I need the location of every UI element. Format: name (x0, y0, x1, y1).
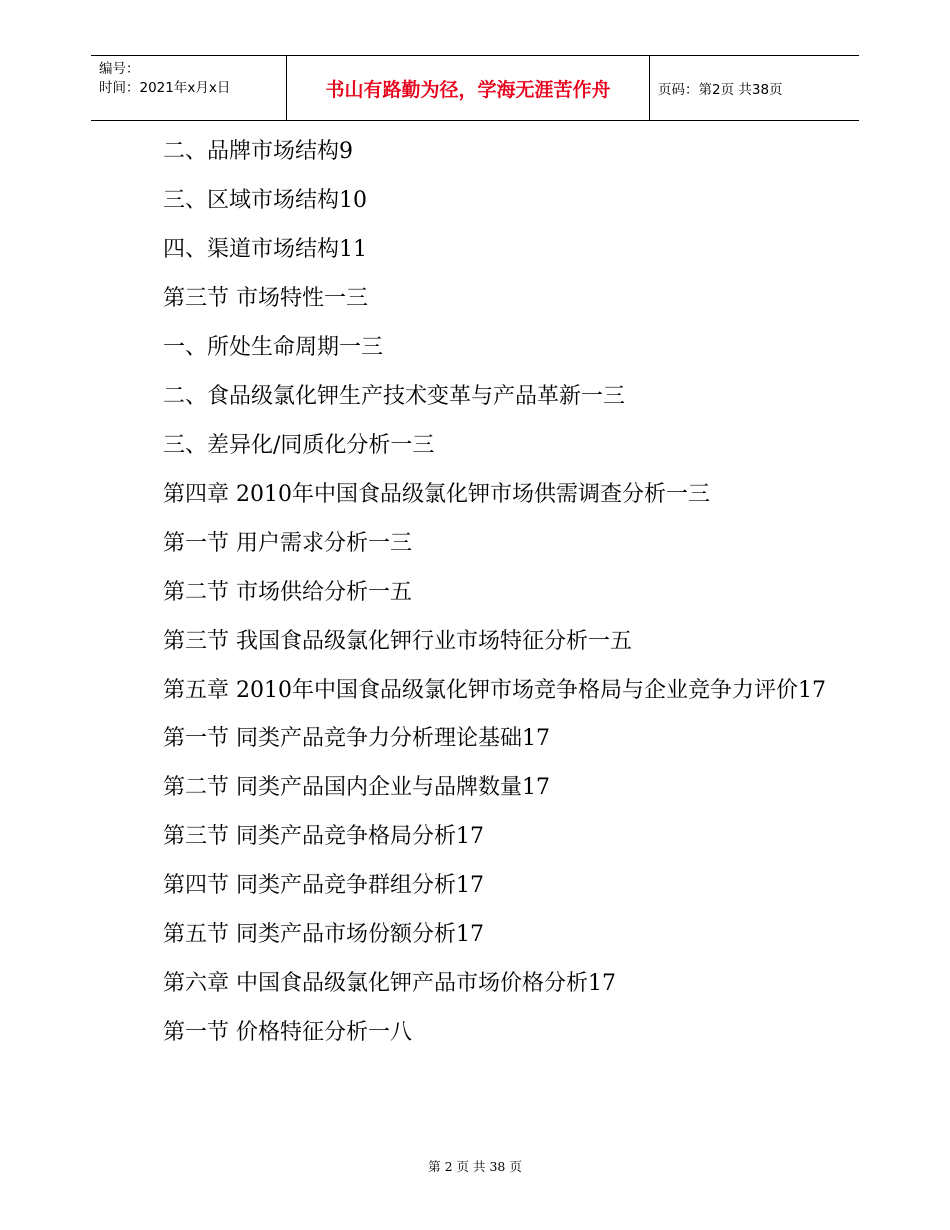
toc-entry: 三、区域市场结构10 (163, 188, 367, 213)
toc-entry: 第二节 市场供给分析一五 (163, 580, 412, 605)
toc-entry: 第五节 同类产品市场份额分析17 (163, 922, 484, 947)
header-motto: 书山有路勤为径，学海无涯苦作舟 (286, 56, 650, 120)
toc-entry: 二、食品级氯化钾生产技术变革与产品革新一三 (163, 384, 626, 409)
toc-entry: 一、所处生命周期一三 (163, 335, 384, 360)
toc-entry: 三、差异化/同质化分析一三 (163, 433, 435, 458)
header-number-label: 编号： (99, 61, 140, 77)
toc-entry: 第三节 同类产品竞争格局分析17 (163, 824, 484, 849)
toc-entry: 第二节 同类产品国内企业与品牌数量17 (163, 775, 550, 800)
toc-entry: 第三节 我国食品级氯化钾行业市场特征分析一五 (163, 629, 632, 654)
table-of-contents (114, 138, 844, 1068)
toc-entry: 第一节 同类产品竞争力分析理论基础17 (163, 726, 550, 751)
header-meta (91, 56, 286, 120)
toc-entry: 四、渠道市场结构11 (163, 237, 367, 262)
toc-entry: 第六章 中国食品级氯化钾产品市场价格分析17 (163, 971, 616, 996)
toc-entry: 第一节 用户需求分析一三 (163, 531, 412, 556)
page-header (91, 55, 859, 121)
toc-entry: 第四节 同类产品竞争群组分析17 (163, 873, 484, 898)
toc-entry: 二、品牌市场结构9 (163, 139, 353, 164)
toc-entry: 第五章 2010年中国食品级氯化钾市场竞争格局与企业竞争力评价17 (163, 678, 826, 703)
toc-entry: 第四章 2010年中国食品级氯化钾市场供需调查分析一三 (163, 482, 710, 507)
header-time-label: 时间：2021年x月x日 (99, 80, 231, 96)
page-footer: 第 2 页 共 38 页 (428, 1159, 522, 1174)
toc-entry: 第三节 市场特性一三 (163, 286, 368, 311)
toc-entry: 第一节 价格特征分析一八 (163, 1020, 412, 1045)
header-page-label: 页码：第2页 共38页 (658, 82, 783, 98)
